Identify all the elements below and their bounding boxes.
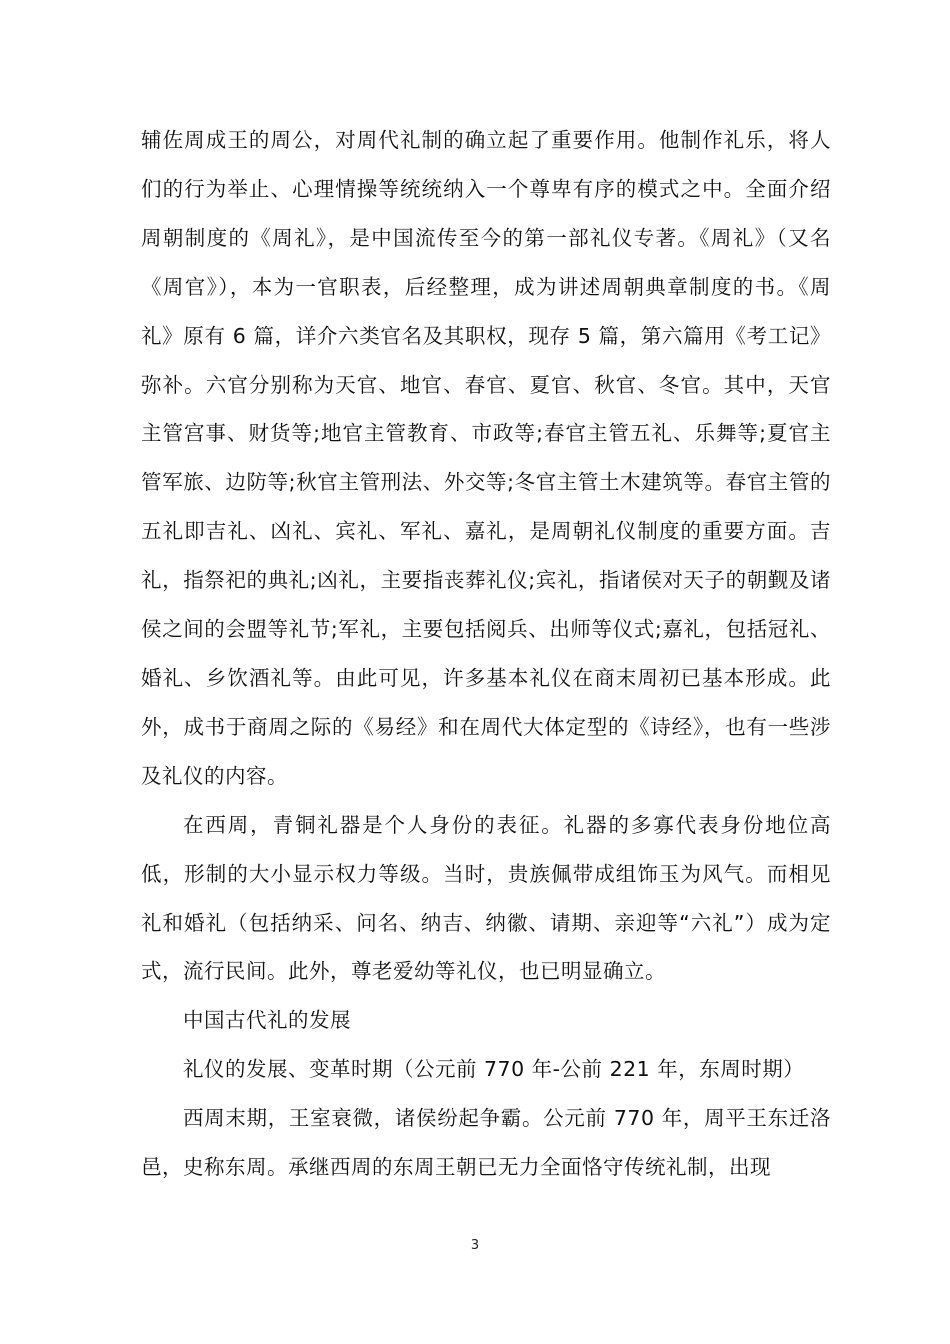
- subsection-heading: 礼仪的发展、变革时期（公元前 770 年-公前 221 年，东周时期）: [183, 1057, 805, 1082]
- paragraph-zhou-rites: 辅佐周成王的周公，对周代礼制的确立起了重要作用。他制作礼乐，将人们的行为举止、心理情操等统统纳入一个尊卑有序的模式之中。全面介绍周朝制度的《周礼》，是中国流传至今的第一部礼仪专著。《周礼》（又名《周官》），本为一官职表，后经整理，成为讲述周朝典章制度的书。《周礼》原有 6 篇，详介六类官名及其职权，现存 5 篇，第六篇用《考工记》弥补。六官分别称为天官、地官、春官、夏官、秋官、冬官。其中，天官主管宫事、财货等;地官主管教育、市政等;春官主管五礼、乐舞等;夏官主管军旅、边防等;秋官主管刑法、外交等;冬官主管土木建筑等。春官主管的五礼即吉礼、凶礼、宾礼、军礼、嘉礼，是周朝礼仪制度的重要方面。吉礼，指祭祀的典礼;凶礼，主要指丧葬礼仪;宾礼，指诸侯对天子的朝觐及诸侯之间的会盟等礼节;军礼，主要包括阅兵、出师等仪式;嘉礼，包括冠礼、婚礼、乡饮酒礼等。由此可见，许多基本礼仪在商末周初已基本形成。此外，成书于商周之际的《易经》和在周代大体定型的《诗经》，也有一些涉及礼仪的内容。: [141, 128, 831, 788]
- paragraph-western-zhou: 在西周，青铜礼器是个人身份的表征。礼器的多寡代表身份地位高低，形制的大小显示权力等级。当时，贵族佩带成组饰玉为风气。而相见礼和婚礼（包括纳采、问名、纳吉、纳徽、请期、亲迎等“六礼”）成为定式，流行民间。此外，尊老爱幼等礼仪，也已明显确立。: [141, 812, 831, 984]
- body-text: [141, 116, 831, 1192]
- paragraph-eastern-zhou: 西周末期，王室衰微，诸侯纷起争霸。公元前 770 年，周平王东迁洛邑，史称东周。承继西周的东周王朝已无力全面恪守传统礼制，出现: [141, 1106, 831, 1180]
- section-heading: 中国古代礼的发展: [183, 1008, 351, 1033]
- page-number: 3: [470, 1238, 480, 1253]
